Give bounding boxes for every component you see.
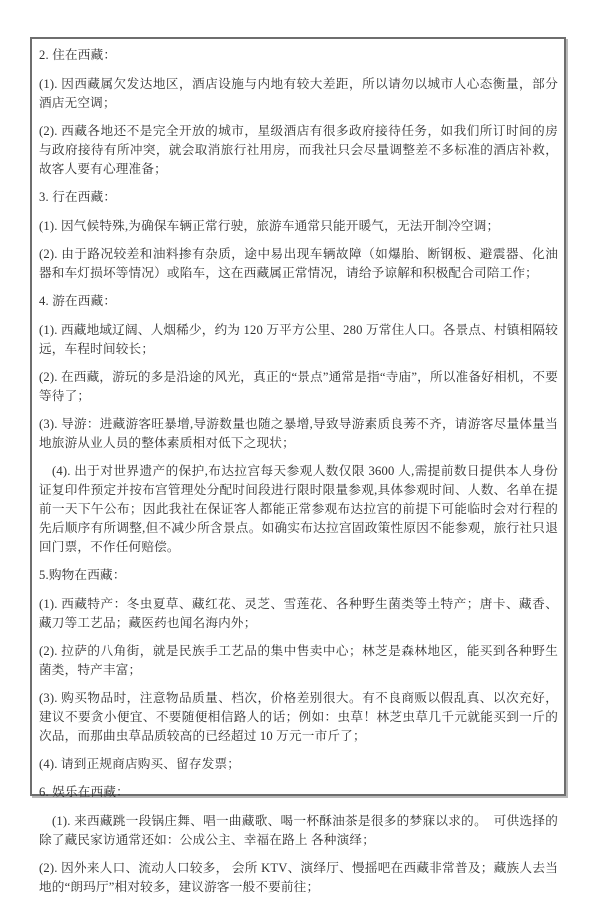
section-6-heading: 6. 娱乐在西藏： bbox=[39, 785, 129, 799]
section-4-paragraph-4: (4). 出于对世界遗产的保护,布达拉宫每天参观人数仅限 3600 人,需提前数日提供本人身份证复印件预定并按布宫管理处分配时间段进行限时限量参观,具体参观时间、人数、名单在提前一天下午公布；因此我社在保证客人都能正常参观布达拉宫的前提下可能临时会对行程的先后顺序有所调整,但不减少所含景点。如确实布达拉宫固政策性原因不能参观，旅行社只退回门票，不作任何赔偿。 bbox=[39, 464, 558, 554]
section-3-heading: 3. 行在西藏： bbox=[39, 190, 117, 204]
section-3-paragraph-1: (1). 因气候特殊,为确保车辆正常行驶，旅游车通常只能开暖气，无法开制冷空调； bbox=[39, 219, 500, 233]
section-2-paragraph-1: (1). 因西藏属欠发达地区，酒店设施与内地有较大差距，所以请勿以城市人心态衡量，部分酒店无空调； bbox=[39, 77, 558, 110]
section-4-paragraph-3: (3). 导游：进藏游客旺暴增,导游数量也随之暴增,导致导游素质良莠不齐，请游客尽量体量当地旅游从业人员的整体素质相对低下之现状； bbox=[39, 417, 558, 450]
section-4-paragraph-2: (2). 在西藏，游玩的多是沿途的风光，真正的“景点”通常是指“寺庙”，所以准备好相机，不要等待了； bbox=[39, 370, 558, 403]
section-4-heading: 4. 游在西藏： bbox=[39, 294, 117, 308]
section-4-paragraph-1: (1). 西藏地域辽阔、人烟稀少，约为 120 万平方公里、280 万常住人口。各景点、村镇相隔较远，车程时间较长； bbox=[39, 323, 558, 356]
section-3-paragraph-2: (2). 由于路况较差和油料掺有杂质，途中易出现车辆故障（如爆胎、断钢板、避震器、化油器和车灯损坏等情况）或陷车，这在西藏属正常情况，请给予谅解和积极配合司陪工作； bbox=[39, 247, 558, 280]
document-content-frame bbox=[30, 37, 566, 894]
section-5-paragraph-1: (1). 西藏特产：冬虫夏草、藏红花、灵芝、雪莲花、各种野生菌类等土特产；唐卡、藏香、藏刀等工艺品；藏医药也闻名海内外； bbox=[39, 597, 558, 630]
section-5-paragraph-4: (4). 请到正规商店购买、留存发票； bbox=[39, 757, 241, 771]
section-6-paragraph-2: (2). 因外来人口、流动人口较多， 会所 KTV、演绎厅、慢摇吧在西藏非常普及；藏族人去当地的“朗玛厅”相对较多，建议游客一般不要前往； bbox=[39, 861, 558, 894]
section-2-paragraph-2: (2). 西藏各地还不是完全开放的城市，星级酒店有很多政府接待任务，如我们所订时间的房与政府接待有所冲突，就会取消旅行社用房，而我社只会尽量调整差不多标准的酒店补救，故客人要有心理准备； bbox=[39, 124, 558, 176]
section-5-paragraph-2: (2). 拉萨的八角街，就是民族手工艺品的集中售卖中心；林芝是森林地区，能买到各种野生菌类，特产丰富； bbox=[39, 644, 558, 677]
section-6-paragraph-1: (1). 来西藏跳一段锅庄舞、唱一曲藏歌、喝一杯酥油茶是很多的梦寐以求的。 可供选择的除了藏民家访通常还如：公成公主、幸福在路上 各种演绎； bbox=[39, 814, 558, 847]
section-5-heading: 5.购物在西藏： bbox=[39, 568, 126, 582]
section-2-heading: 2. 住在西藏： bbox=[39, 48, 117, 62]
section-5-paragraph-3: (3). 购买物品时，注意物品质量、档次，价格差别很大。有不良商贩以假乱真、以次充好，建议不要贪小便宜、不要随便相信路人的话；例如：虫草！林芝虫草几千元就能买到一斤的次品，而那曲虫草品质较高的已经超过 10 万元一市斤了； bbox=[39, 691, 558, 743]
